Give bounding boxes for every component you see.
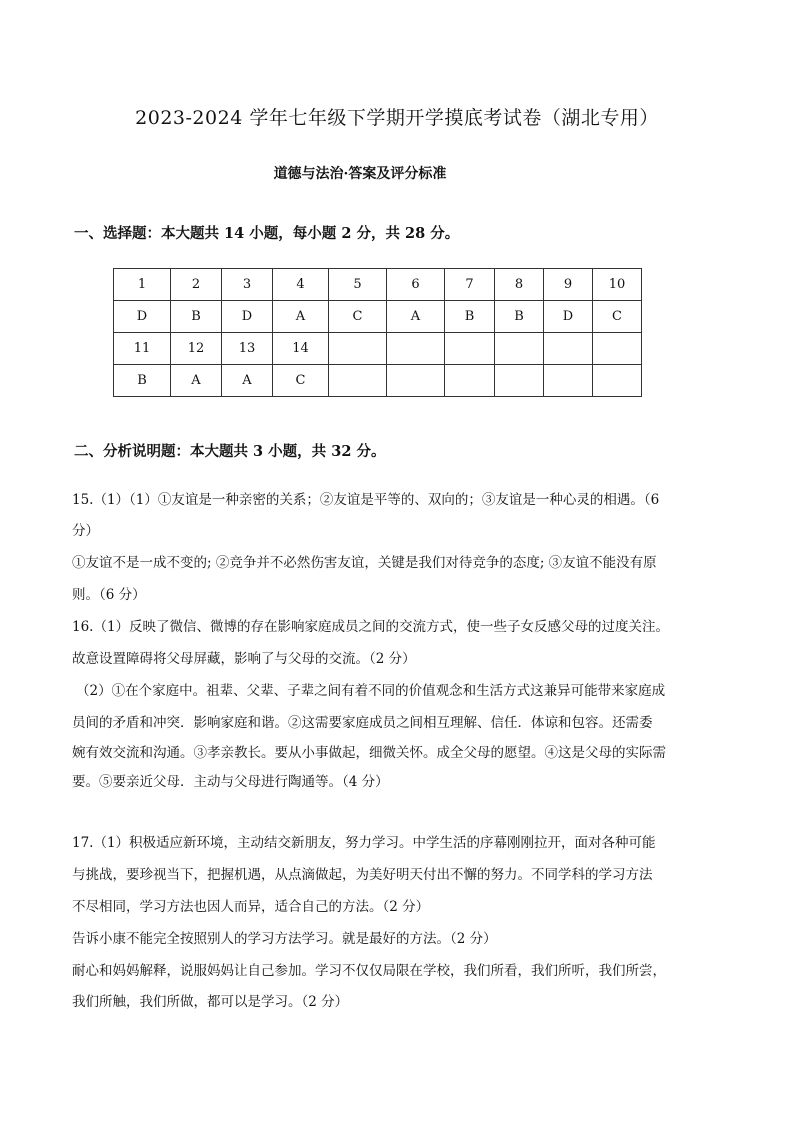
table-cell — [329, 333, 387, 365]
answer-line: 与挑战，要珍视当下，把握机遇，从点滴做起，为美好明天付出不懈的努力。不同学科的学习方法 — [72, 867, 653, 883]
answer-table — [113, 268, 642, 397]
answer-line: 耐心和妈妈解释，说服妈妈让自己参加。学习不仅仅局限在学校，我们所看，我们所听，我们所尝， — [72, 963, 666, 979]
answer-line: 我们所触，我们所做，都可以是学习。（2 分） — [72, 994, 349, 1010]
table-cell — [544, 333, 593, 365]
table-cell: 8 — [495, 269, 544, 301]
table-cell: C — [273, 365, 329, 397]
table-cell: B — [171, 301, 222, 333]
table-row — [114, 365, 642, 397]
table-cell: 12 — [171, 333, 222, 365]
table-cell: A — [171, 365, 222, 397]
answer-line: 要。⑤要亲近父母．主动与父母进行陶通等。（4 分） — [72, 774, 389, 790]
table-cell: 2 — [171, 269, 222, 301]
table-cell: D — [114, 301, 171, 333]
exam-title: 2023-2024 学年七年级下学期开学摸底考试卷（湖北专用） — [135, 107, 659, 129]
table-cell — [593, 333, 642, 365]
answer-line: 婉有效交流和沟通。③孝亲教长。要从小事做起，细微关怀。成全父母的愿望。④这是父母的实际需 — [72, 745, 666, 761]
table-cell: A — [273, 301, 329, 333]
table-cell — [387, 365, 445, 397]
answer-line: ①友谊不是一成不变的; ②竞争并不必然伤害友谊，关键是我们对待竞争的态度; ③友谊不能没有原 — [72, 555, 657, 571]
answer-line: （2）①在个家庭中。祖辈、父辈、子辈之间有着不同的价值观念和生活方式这兼异可能带来家庭成 — [76, 683, 666, 699]
table-cell — [544, 365, 593, 397]
answer-line: 员间的矛盾和冲突．影响家庭和谐。②这需要家庭成员之间相互理解、信任．体谅和包容。还需委 — [72, 715, 653, 731]
table-cell: B — [114, 365, 171, 397]
table-cell: 14 — [273, 333, 329, 365]
table-cell: 3 — [222, 269, 273, 301]
answer-line: 不尽相同，学习方法也因人而异，适合自己的方法。（2 分） — [72, 899, 430, 915]
table-cell: 10 — [593, 269, 642, 301]
table-row — [114, 301, 642, 333]
table-row — [114, 269, 642, 301]
table-cell — [593, 365, 642, 397]
table-row — [114, 333, 642, 365]
table-cell: 6 — [387, 269, 445, 301]
table-cell: C — [593, 301, 642, 333]
answer-line: 则。（6 分） — [72, 587, 146, 603]
section-2-heading: 二、分析说明题：本大题共 3 小题，共 32 分。 — [74, 443, 386, 460]
table-cell — [387, 333, 445, 365]
table-cell: A — [222, 365, 273, 397]
table-cell: 11 — [114, 333, 171, 365]
answer-line: 告诉小康不能完全按照别人的学习方法学习。就是最好的方法。（2 分） — [72, 931, 497, 947]
table-cell: B — [495, 301, 544, 333]
table-cell: 7 — [445, 269, 495, 301]
table-cell: 1 — [114, 269, 171, 301]
answer-line: 17.（1）积极适应新环境，主动结交新朋友，努力学习。中学生活的序幕刚刚拉开，面对各种可能 — [72, 835, 656, 851]
answer-line: 15.（1）（1）①友谊是一种亲密的关系；②友谊是平等的、双向的；③友谊是一种心灵的相遇。（6 — [72, 492, 660, 508]
table-cell — [329, 365, 387, 397]
table-cell: 5 — [329, 269, 387, 301]
table-cell — [495, 333, 544, 365]
table-cell: B — [445, 301, 495, 333]
table-cell — [495, 365, 544, 397]
answer-line: 16.（1）反映了微信、微博的存在影响家庭成员之间的交流方式，使一些子女反感父母的过度关注。 — [72, 619, 670, 635]
table-cell: 9 — [544, 269, 593, 301]
table-cell — [445, 333, 495, 365]
table-cell: 13 — [222, 333, 273, 365]
table-cell: D — [544, 301, 593, 333]
exam-subtitle: 道德与法治·答案及评分标准 — [273, 166, 447, 182]
section-1-heading: 一、选择题：本大题共 14 小题，每小题 2 分，共 28 分。 — [74, 225, 460, 242]
answer-line: 分） — [72, 523, 99, 539]
table-cell — [445, 365, 495, 397]
table-cell: D — [222, 301, 273, 333]
table-cell: C — [329, 301, 387, 333]
table-cell: A — [387, 301, 445, 333]
table-cell: 4 — [273, 269, 329, 301]
answer-line: 故意设置障碍将父母屏藏，影响了与父母的交流。（2 分） — [72, 651, 416, 667]
